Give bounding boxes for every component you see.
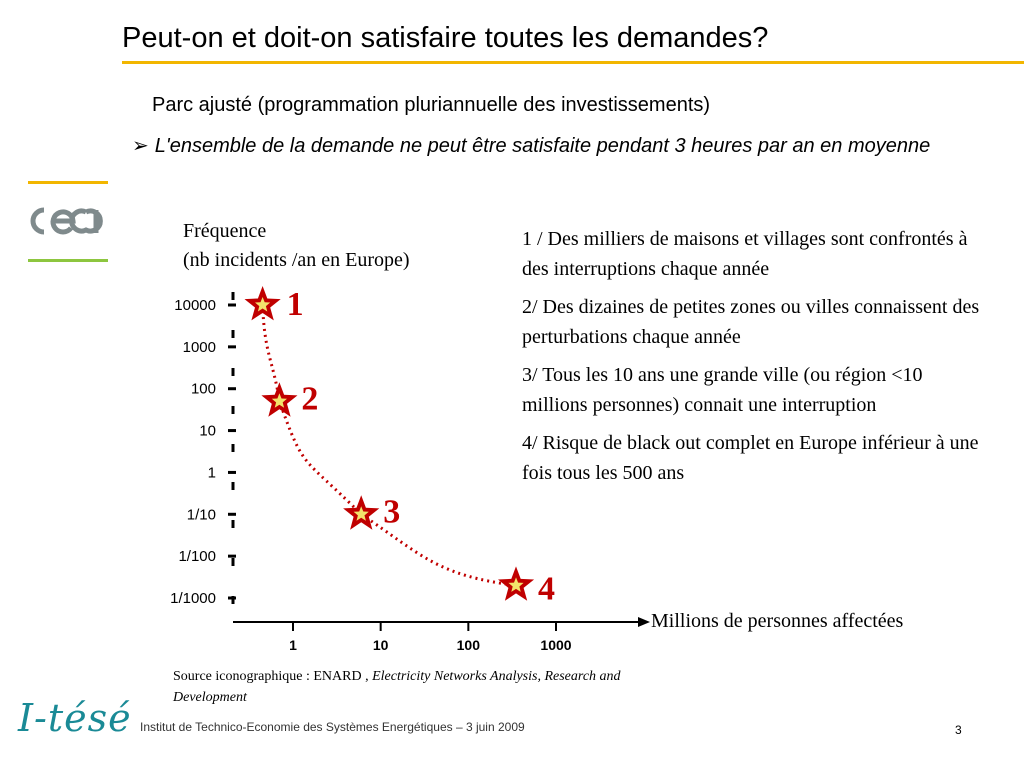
data-point-label: 2 [301,380,319,418]
data-point-2 [261,380,318,417]
bullet-text: L'ensemble de la demande ne peut être satisfaite pendant 3 heures par an en moyenne [154,135,931,157]
slide-subtitle: Parc ajusté (programmation pluriannuelle des investissements) [152,94,711,116]
point-note-4: 4/ Risque de black out complet en Europe inférieur à une fois tous les 500 ans [522,432,979,484]
source-label: Source iconographique : ENARD , [173,669,373,684]
y-axis-label-line2: (nb incidents /an en Europe) [183,249,410,271]
point-note-2: 2/ Des dizaines de petites zones ou villes connaissent des perturbations chaque année [522,296,980,348]
footer-text: Institut de Technico-Economie des Systèmes Energétiques – 3 juin 2009 [140,720,525,734]
y-tick-label: 1 [207,464,216,482]
point-note-3: 3/ Tous les 10 ans une grande ville (ou région <10 millions personnes) connait une interruption [522,364,923,416]
x-tick-label: 1000 [540,637,572,653]
itese-logo: I-tésé [18,696,132,740]
x-tick-label: 10 [372,637,389,653]
y-axis-label-line1: Fréquence [183,220,267,242]
data-point-3 [343,493,400,530]
y-tick-label: 10000 [174,297,216,314]
data-point-label: 4 [538,570,556,608]
y-tick-label: 1000 [182,338,216,356]
y-tick-label: 1/1000 [170,590,216,607]
arrow-bullet-icon: ➢ [132,135,149,157]
source-citation [173,666,643,708]
y-ticks [170,297,236,607]
x-axis-arrow-icon [638,617,650,627]
x-tick-label: 1 [289,637,297,653]
x-tick-label: 100 [456,637,481,653]
slide-title: Peut-on et doit-on satisfaire toutes les demandes? [122,22,769,54]
frequency-curve [263,305,516,585]
y-tick-label: 10 [199,422,216,440]
data-point-4 [498,566,555,607]
point-notes [522,224,992,496]
data-point-1 [245,286,304,323]
source-title: Electricity Networks Analysis, Research and Development [173,669,621,705]
data-points [245,286,556,607]
x-ticks [289,622,572,653]
x-axis-label: Millions de personnes affectées [651,610,904,632]
y-tick-label: 1/100 [178,548,216,566]
data-point-label: 3 [383,493,401,531]
y-tick-label: 100 [190,380,216,398]
point-note-1: 1 / Des milliers de maisons et villages sont confrontés à des interruptions chaque année [522,228,968,280]
page-number: 3 [955,723,962,737]
data-point-label: 1 [286,286,304,323]
y-tick-label: 1/10 [186,506,216,524]
